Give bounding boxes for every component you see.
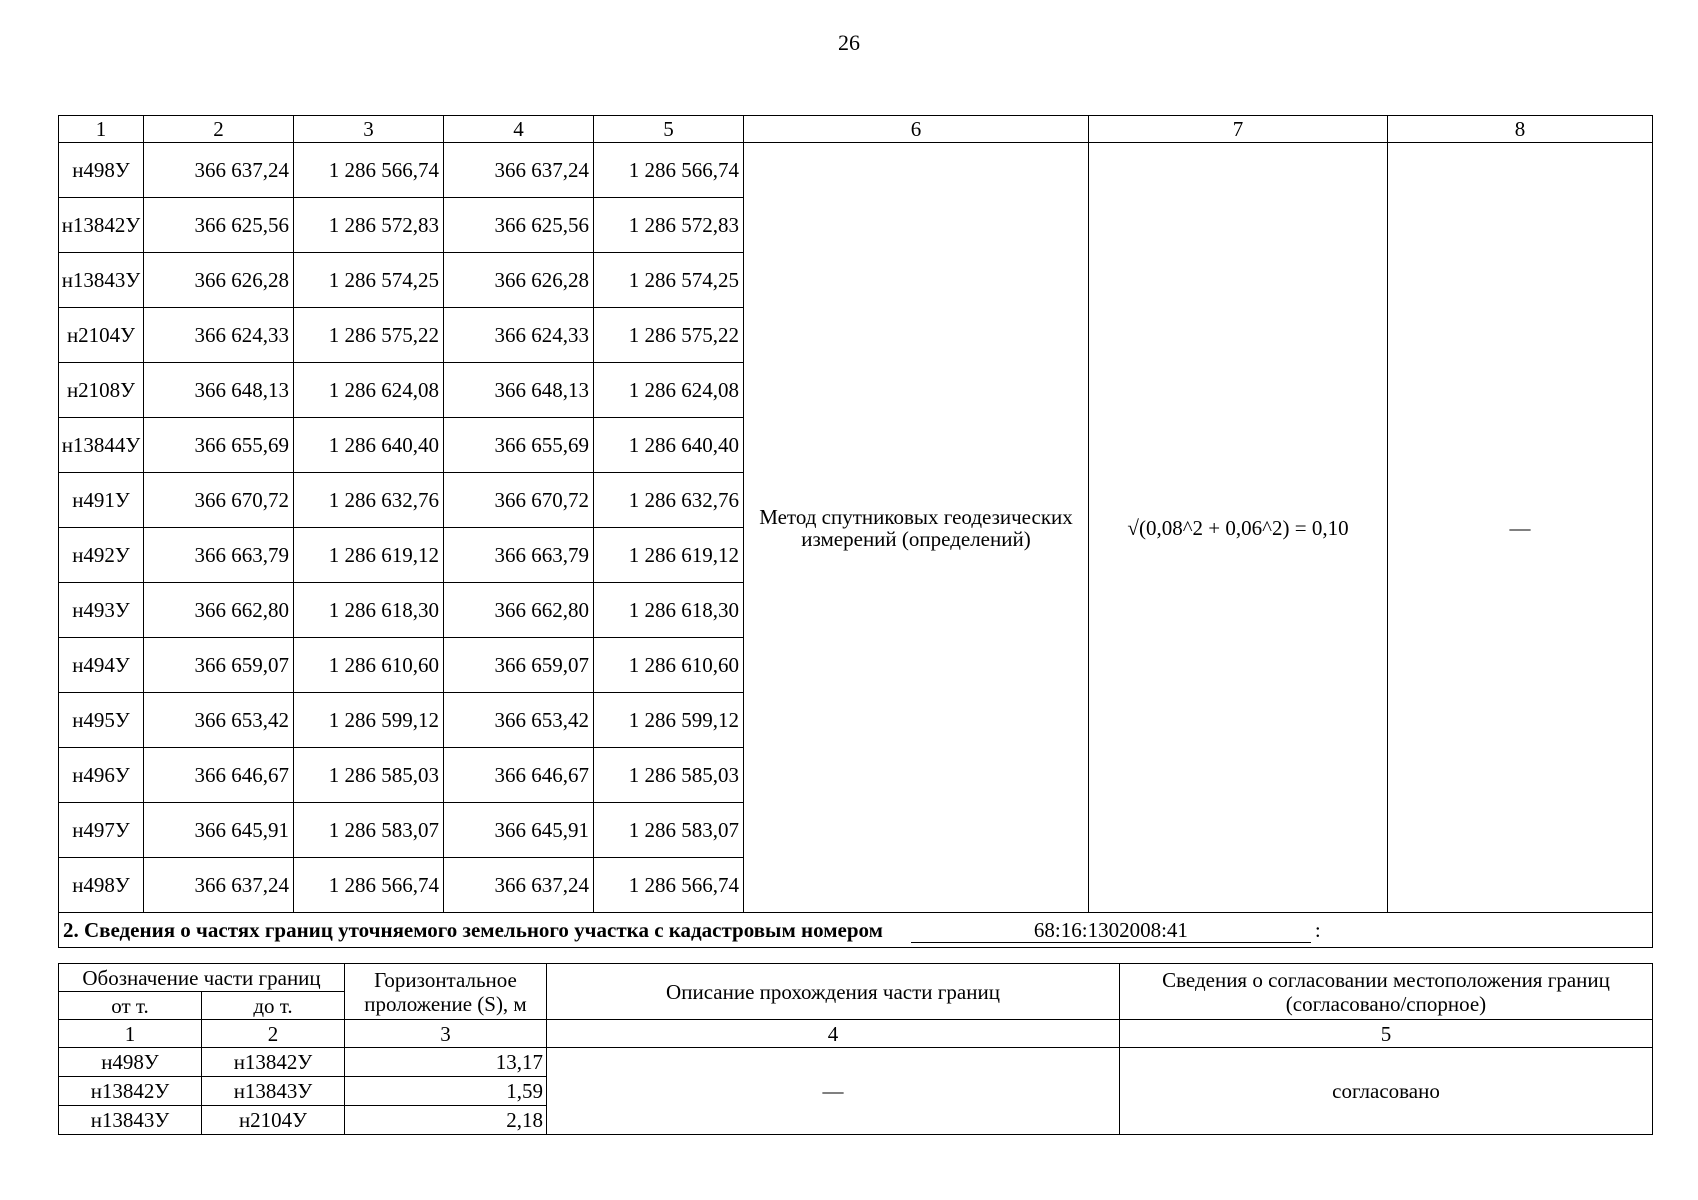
column-number: 4 bbox=[444, 116, 594, 143]
coordinate-value: 366 655,69 bbox=[144, 418, 294, 473]
section-2-colon: : bbox=[1314, 917, 1321, 942]
column8-cell: — bbox=[1388, 143, 1653, 913]
coordinate-value: 1 286 585,03 bbox=[294, 748, 444, 803]
coordinate-value: 1 286 632,76 bbox=[594, 473, 744, 528]
coordinate-value: 366 653,42 bbox=[444, 693, 594, 748]
coordinate-value: 1 286 574,25 bbox=[294, 253, 444, 308]
point-name: н498У bbox=[59, 858, 144, 913]
header-agreement: Сведения о согласовании местоположения границ (согласовано/спорное) bbox=[1120, 964, 1653, 1020]
column-number: 2 bbox=[144, 116, 294, 143]
column-number: 7 bbox=[1089, 116, 1388, 143]
coordinate-value: 1 286 599,12 bbox=[294, 693, 444, 748]
point-name: н495У bbox=[59, 693, 144, 748]
from-point: н13843У bbox=[59, 1106, 202, 1135]
coordinate-value: 366 626,28 bbox=[144, 253, 294, 308]
coordinate-value: 1 286 566,74 bbox=[294, 143, 444, 198]
header-description: Описание прохождения части границ bbox=[547, 964, 1120, 1020]
coordinate-value: 366 670,72 bbox=[444, 473, 594, 528]
coordinates-table bbox=[58, 115, 1653, 948]
point-name: н491У bbox=[59, 473, 144, 528]
cadastral-number: 68:16:1302008:41 bbox=[911, 918, 1311, 943]
coordinate-value: 1 286 566,74 bbox=[594, 143, 744, 198]
from-point: н498У bbox=[59, 1048, 202, 1077]
coordinate-value: 366 662,80 bbox=[144, 583, 294, 638]
coordinate-value: 366 645,91 bbox=[444, 803, 594, 858]
coordinate-value: 1 286 599,12 bbox=[594, 693, 744, 748]
header-from: от т. bbox=[59, 992, 202, 1020]
coordinate-value: 366 637,24 bbox=[144, 858, 294, 913]
coordinate-value: 366 637,24 bbox=[144, 143, 294, 198]
coordinate-value: 366 653,42 bbox=[144, 693, 294, 748]
coordinate-value: 1 286 572,83 bbox=[294, 198, 444, 253]
column-number: 2 bbox=[202, 1020, 345, 1048]
point-name: н498У bbox=[59, 143, 144, 198]
page-number: 26 bbox=[838, 30, 860, 55]
coordinate-value: 366 663,79 bbox=[444, 528, 594, 583]
boundary-parts-table bbox=[58, 963, 1653, 1135]
agreement-cell: согласовано bbox=[1120, 1048, 1653, 1135]
coordinate-value: 366 662,80 bbox=[444, 583, 594, 638]
coordinate-value: 366 626,28 bbox=[444, 253, 594, 308]
coordinate-value: 366 625,56 bbox=[144, 198, 294, 253]
to-point: н13843У bbox=[202, 1077, 345, 1106]
coordinate-value: 1 286 618,30 bbox=[294, 583, 444, 638]
to-point: н2104У bbox=[202, 1106, 345, 1135]
coordinate-value: 366 663,79 bbox=[144, 528, 294, 583]
coordinate-value: 366 624,33 bbox=[444, 308, 594, 363]
description-cell: — bbox=[547, 1048, 1120, 1135]
coordinate-value: 1 286 566,74 bbox=[594, 858, 744, 913]
section-2-row bbox=[59, 913, 1653, 948]
point-name: н493У bbox=[59, 583, 144, 638]
length-value: 1,59 bbox=[345, 1077, 547, 1106]
coordinate-value: 1 286 574,25 bbox=[594, 253, 744, 308]
coordinate-value: 1 286 575,22 bbox=[594, 308, 744, 363]
from-point: н13842У bbox=[59, 1077, 202, 1106]
coordinate-value: 1 286 575,22 bbox=[294, 308, 444, 363]
coordinate-value: 1 286 632,76 bbox=[294, 473, 444, 528]
coordinate-value: 366 646,67 bbox=[444, 748, 594, 803]
coordinate-value: 366 648,13 bbox=[144, 363, 294, 418]
column-number: 3 bbox=[345, 1020, 547, 1048]
coordinate-value: 1 286 624,08 bbox=[594, 363, 744, 418]
coordinate-value: 366 659,07 bbox=[144, 638, 294, 693]
column-number: 4 bbox=[547, 1020, 1120, 1048]
column-number: 8 bbox=[1388, 116, 1653, 143]
coordinate-value: 366 670,72 bbox=[144, 473, 294, 528]
coordinate-value: 1 286 640,40 bbox=[294, 418, 444, 473]
point-name: н497У bbox=[59, 803, 144, 858]
accuracy-cell: √(0,08^2 + 0,06^2) = 0,10 bbox=[1089, 143, 1388, 913]
coordinate-value: 366 659,07 bbox=[444, 638, 594, 693]
coordinate-value: 366 637,24 bbox=[444, 858, 594, 913]
coordinate-value: 366 624,33 bbox=[144, 308, 294, 363]
coordinate-value: 1 286 619,12 bbox=[294, 528, 444, 583]
coordinate-value: 1 286 610,60 bbox=[294, 638, 444, 693]
coordinate-value: 366 637,24 bbox=[444, 143, 594, 198]
header-designation: Обозначение части границ bbox=[59, 964, 345, 992]
point-name: н494У bbox=[59, 638, 144, 693]
point-name: н13844У bbox=[59, 418, 144, 473]
column-number: 5 bbox=[1120, 1020, 1653, 1048]
table-row bbox=[59, 143, 1653, 198]
column-number-row bbox=[59, 116, 1653, 143]
header-row bbox=[59, 964, 1653, 992]
column-number: 6 bbox=[744, 116, 1089, 143]
to-point: н13842У bbox=[202, 1048, 345, 1077]
point-name: н496У bbox=[59, 748, 144, 803]
coordinate-value: 366 645,91 bbox=[144, 803, 294, 858]
section-2-heading bbox=[59, 913, 1653, 948]
point-name: н492У bbox=[59, 528, 144, 583]
coordinate-value: 366 646,67 bbox=[144, 748, 294, 803]
method-cell: Метод спутниковых геодезических измерений (определений) bbox=[744, 143, 1089, 913]
point-name: н13843У bbox=[59, 253, 144, 308]
coordinate-value: 366 648,13 bbox=[444, 363, 594, 418]
column-number: 5 bbox=[594, 116, 744, 143]
coordinate-value: 1 286 585,03 bbox=[594, 748, 744, 803]
coordinate-value: 1 286 624,08 bbox=[294, 363, 444, 418]
coordinate-value: 1 286 618,30 bbox=[594, 583, 744, 638]
coordinate-value: 1 286 572,83 bbox=[594, 198, 744, 253]
coordinate-value: 1 286 566,74 bbox=[294, 858, 444, 913]
length-value: 2,18 bbox=[345, 1106, 547, 1135]
point-name: н2104У bbox=[59, 308, 144, 363]
coordinate-value: 1 286 640,40 bbox=[594, 418, 744, 473]
coordinate-value: 366 655,69 bbox=[444, 418, 594, 473]
column-number: 1 bbox=[59, 116, 144, 143]
coordinate-value: 1 286 619,12 bbox=[594, 528, 744, 583]
point-name: н2108У bbox=[59, 363, 144, 418]
coordinate-value: 1 286 583,07 bbox=[294, 803, 444, 858]
column-number: 1 bbox=[59, 1020, 202, 1048]
point-name: н13842У bbox=[59, 198, 144, 253]
coordinate-value: 366 625,56 bbox=[444, 198, 594, 253]
coordinate-value: 1 286 610,60 bbox=[594, 638, 744, 693]
coordinate-value: 1 286 583,07 bbox=[594, 803, 744, 858]
section-2-title: 2. Сведения о частях границ уточняемого земельного участка с кадастровым номером bbox=[63, 917, 883, 942]
header-to: до т. bbox=[202, 992, 345, 1020]
column-number: 3 bbox=[294, 116, 444, 143]
length-value: 13,17 bbox=[345, 1048, 547, 1077]
table-row bbox=[59, 1048, 1653, 1077]
column-number-row bbox=[59, 1020, 1653, 1048]
header-length: Горизонтальное проложение (S), м bbox=[345, 964, 547, 1020]
